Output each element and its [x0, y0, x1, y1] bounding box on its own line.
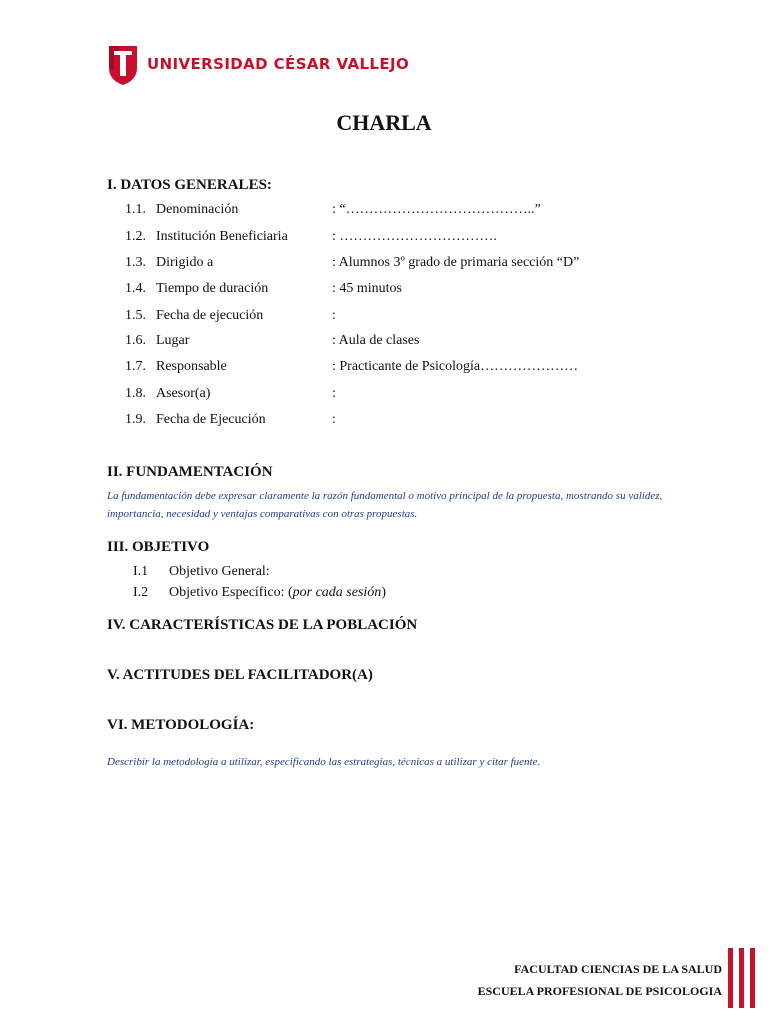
datos-value: : Alumnos 3º grado de primaria sección “D” — [332, 255, 580, 270]
datos-label: Fecha de Ejecución — [156, 412, 266, 427]
datos-row — [125, 201, 725, 219]
datos-value: : Practicante de Psicología………………… — [332, 359, 579, 374]
datos-row — [125, 280, 725, 298]
objetivo-num: I.2 — [133, 585, 149, 600]
datos-label: Tiempo de duración — [156, 281, 269, 296]
datos-row — [125, 411, 725, 429]
datos-value: : “…………………………………..” — [332, 202, 541, 217]
datos-value: : 45 minutos — [332, 281, 403, 296]
datos-label: Institución Beneficiaria — [156, 229, 288, 244]
datos-num: 1.6. — [125, 333, 146, 348]
datos-row — [125, 358, 725, 376]
datos-value: : ……………………………. — [332, 229, 497, 244]
datos-row — [125, 332, 725, 350]
datos-value: : — [332, 308, 336, 323]
section-metodologia: VI. METODOLOGÍA: — [107, 717, 255, 733]
section-caracteristicas: IV. CARACTERÍSTICAS DE LA POBLACIÓN — [107, 617, 418, 633]
datos-row — [125, 307, 725, 325]
datos-num: 1.8. — [125, 386, 146, 401]
datos-num: 1.3. — [125, 255, 146, 270]
footer-brand-bars-icon — [728, 948, 760, 1008]
datos-row — [125, 254, 725, 272]
objetivo-num: I.1 — [133, 564, 149, 579]
university-name: UNIVERSIDAD CÉSAR VALLEJO — [147, 55, 410, 73]
objetivo-label: Objetivo General: — [169, 564, 270, 579]
datos-num: 1.2. — [125, 229, 146, 244]
datos-value: : — [332, 386, 336, 401]
datos-row — [125, 228, 725, 246]
datos-num: 1.4. — [125, 281, 146, 296]
datos-value: : Aula de clases — [332, 333, 420, 348]
metodologia-note: Describir la metodología a utilizar, especificando las estrategias, técnicas a utilizar y citar fuente. — [107, 756, 541, 768]
university-logo — [107, 40, 409, 88]
fundamentacion-note: La fundamentación debe expresar claramente la razón fundamental o motivo principal de la propuesta, mostrando su validez, importancia, necesidad y ventajas comparativas con otras propuestas. — [107, 490, 663, 520]
section-fundamentacion: II. FUNDAMENTACIÓN — [107, 464, 273, 480]
objetivo-label: Objetivo Específico: (por cada sesión) — [169, 585, 386, 600]
datos-value: : — [332, 412, 336, 427]
document-title: CHARLA — [336, 110, 432, 135]
section-objetivo: III. OBJETIVO — [107, 539, 210, 555]
footer-faculty: FACULTAD CIENCIAS DE LA SALUD — [514, 962, 722, 976]
section-datos-generales: I. DATOS GENERALES: — [107, 177, 272, 193]
section-actitudes: V. ACTITUDES DEL FACILITADOR(A) — [107, 667, 373, 683]
datos-label: Lugar — [156, 333, 190, 348]
datos-num: 1.9. — [125, 412, 146, 427]
ucv-shield-icon — [107, 42, 139, 86]
datos-label: Denominación — [156, 202, 239, 217]
datos-label: Asesor(a) — [156, 386, 211, 401]
datos-label: Fecha de ejecución — [156, 308, 264, 323]
datos-label: Dirigido a — [156, 255, 214, 270]
objetivo-note: por cada sesión — [292, 585, 382, 600]
datos-row — [125, 385, 725, 403]
datos-num: 1.1. — [125, 202, 146, 217]
datos-num: 1.5. — [125, 308, 146, 323]
datos-num: 1.7. — [125, 359, 146, 374]
footer-school: ESCUELA PROFESIONAL DE PSICOLOGIA — [477, 984, 722, 998]
datos-label: Responsable — [156, 359, 227, 374]
